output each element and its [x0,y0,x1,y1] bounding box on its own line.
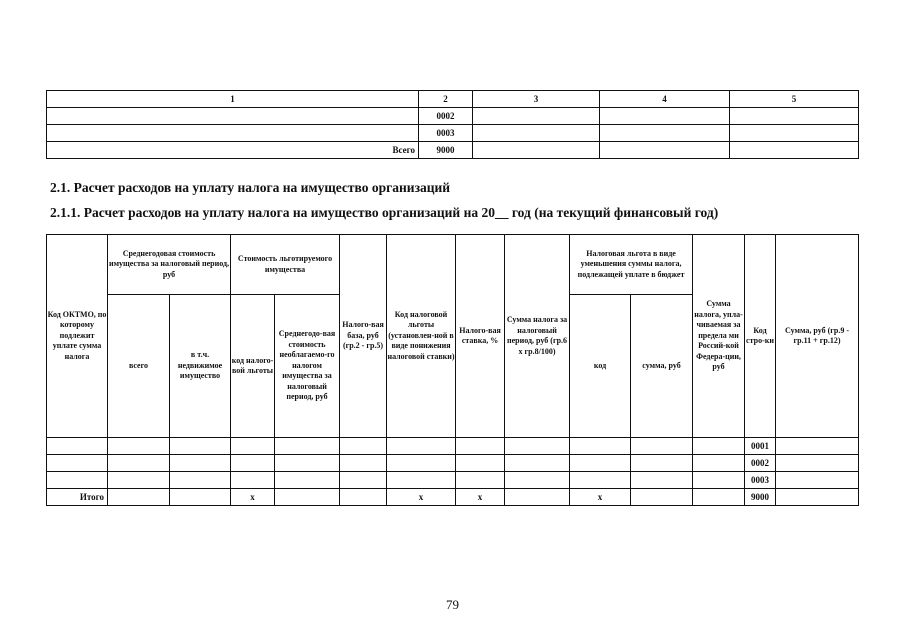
table-cell[interactable] [340,489,387,506]
page-number: 79 [446,597,459,612]
x-mark: x [387,489,456,506]
total-code: 9000 [745,489,776,506]
row-code: 0003 [745,472,776,489]
table-cell[interactable] [631,472,693,489]
subheader-avg-untaxed: Среднегодо-вая стоимость необлагаемо-го налогом имущества за налоговый период, руб [275,295,340,438]
table-cell[interactable] [570,438,631,455]
table-cell[interactable] [693,472,745,489]
table-cell[interactable] [170,438,231,455]
table-cell[interactable] [776,489,859,506]
total-label: Всего [47,142,419,159]
row-code: 0002 [419,108,473,125]
table-cell[interactable] [570,472,631,489]
header-reduction-benefit: Налоговая льгота в виде уменьшения суммы налога, подлежащей уплате в бюджет [570,235,693,295]
table-cell[interactable] [631,438,693,455]
table-cell[interactable] [730,125,859,142]
table-cell[interactable] [47,438,108,455]
table-cell[interactable] [456,472,505,489]
subheader-reduction-sum: сумма, руб [631,295,693,438]
table-cell[interactable] [47,455,108,472]
x-mark: x [456,489,505,506]
table-cell[interactable] [108,472,170,489]
subheader-benefit-code: код налого-вой льготы [231,295,275,438]
table-cell[interactable] [275,489,340,506]
table-cell[interactable] [693,455,745,472]
table-cell[interactable] [275,455,340,472]
table-cell[interactable] [340,472,387,489]
top-table [46,90,859,159]
table-cell[interactable] [505,438,570,455]
table-row [47,472,859,489]
top-table-row [47,125,859,142]
col-header-5: 5 [730,91,859,108]
total-row [47,489,859,506]
table-cell[interactable] [505,455,570,472]
header-row-1 [47,235,859,295]
header-tax-rate: Налого-вая ставка, % [456,235,505,438]
header-tax-amount: Сумма налога за налоговый период, руб (гр.6 x гр.8/100) [505,235,570,438]
table-cell[interactable] [108,489,170,506]
table-cell[interactable] [170,455,231,472]
table-cell[interactable] [275,472,340,489]
section-heading: 2.1. Расчет расходов на уплату налога на имущество организаций [50,180,451,195]
row-code: 0003 [419,125,473,142]
row-label [47,108,419,125]
table-cell[interactable] [600,108,730,125]
table-cell[interactable] [108,438,170,455]
col-header-3: 3 [473,91,600,108]
header-line-code: Код стро-ки [745,235,776,438]
header-tax-payable: Сумма налога, упла-чиваемая за предела ми Россий-кой Федера-ции, руб [693,235,745,438]
row-label [47,125,419,142]
total-code: 9000 [419,142,473,159]
table-cell[interactable] [505,472,570,489]
table-cell[interactable] [776,455,859,472]
table-cell[interactable] [693,438,745,455]
table-cell[interactable] [570,455,631,472]
table-cell[interactable] [340,438,387,455]
table-cell[interactable] [170,472,231,489]
header-benefit-code: Код налоговой льготы (установлен-ной в виде понижения налоговой ставки) [387,235,456,438]
table-cell[interactable] [776,472,859,489]
table-cell[interactable] [631,489,693,506]
table-cell[interactable] [456,438,505,455]
header-avg-cost: Среднегодовая стоимость имущества за налоговый период, руб [108,235,231,295]
table-cell[interactable] [275,438,340,455]
table-cell[interactable] [456,455,505,472]
table-cell[interactable] [473,108,600,125]
table-cell[interactable] [387,438,456,455]
subheader-real-estate: в т.ч. недвижимое имущество [170,295,231,438]
header-tax-base: Налого-вая база, руб (гр.2 - гр.5) [340,235,387,438]
table-row [47,455,859,472]
x-mark: x [231,489,275,506]
subheader-total: всего [108,295,170,438]
x-mark: x [570,489,631,506]
table-cell[interactable] [631,455,693,472]
subheader-reduction-code: код [570,295,631,438]
top-table-total-row [47,142,859,159]
table-cell[interactable] [505,489,570,506]
row-code: 0002 [745,455,776,472]
header-sum: Сумма, руб (гр.9 - гр.11 + гр.12) [776,235,859,438]
col-header-1: 1 [47,91,419,108]
table-cell[interactable] [47,472,108,489]
table-cell[interactable] [730,142,859,159]
table-row [47,438,859,455]
table-cell[interactable] [231,472,275,489]
table-cell[interactable] [231,455,275,472]
table-cell[interactable] [108,455,170,472]
main-table [46,234,859,506]
table-cell[interactable] [730,108,859,125]
table-cell[interactable] [473,125,600,142]
table-cell[interactable] [600,125,730,142]
table-cell[interactable] [387,455,456,472]
table-cell[interactable] [473,142,600,159]
header-benefit-cost: Стоимость льготируемого имущества [231,235,340,295]
table-cell[interactable] [231,438,275,455]
col-header-4: 4 [600,91,730,108]
top-table-row [47,108,859,125]
header-oktmo: Код ОКТМО, по которому подлежит уплате сумма налога [47,235,108,438]
total-label: Итого [47,489,108,506]
table-cell[interactable] [340,455,387,472]
table-cell[interactable] [776,438,859,455]
row-code: 0001 [745,438,776,455]
table-cell[interactable] [387,472,456,489]
top-table-header-row [47,91,859,108]
col-header-2: 2 [419,91,473,108]
table-cell[interactable] [170,489,231,506]
subsection-heading: 2.1.1. Расчет расходов на уплату налога на имущество организаций на 20__ год (на текущий финансовый год) [50,205,719,220]
table-cell[interactable] [693,489,745,506]
table-cell[interactable] [600,142,730,159]
